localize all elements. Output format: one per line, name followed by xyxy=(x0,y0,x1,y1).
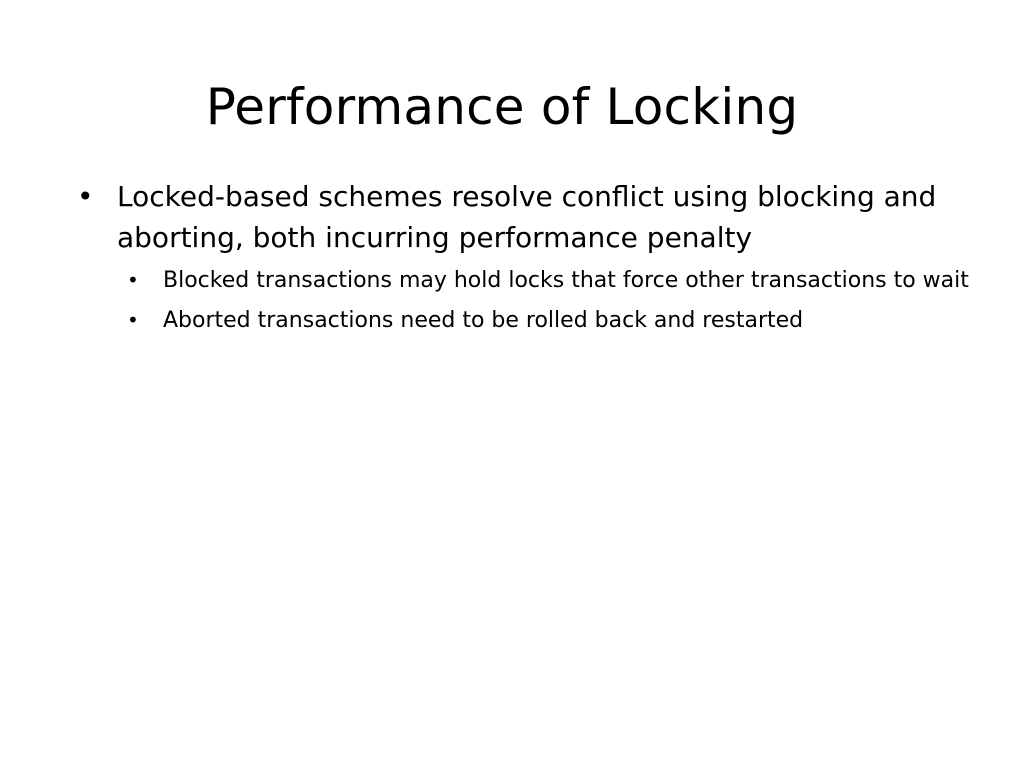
sub-bullet-text: Blocked transactions may hold locks that force other transactions to wait xyxy=(163,268,969,293)
bullet-dot-icon: • xyxy=(77,180,94,213)
slide-body xyxy=(77,176,977,344)
sub-bullet-list xyxy=(77,264,977,337)
slide-title: Performance of Locking xyxy=(205,78,799,136)
bullet-text: Locked-based schemes resolve conflict using blocking and aborting, both incurring performance penalty xyxy=(117,180,937,254)
sub-bullet-text: Aborted transactions need to be rolled back and restarted xyxy=(163,308,804,333)
sub-bullet-dot-icon: • xyxy=(127,308,139,332)
sub-bullet-dot-icon: • xyxy=(127,268,139,292)
sub-bullet-item xyxy=(77,264,977,297)
bullet-item xyxy=(77,176,977,258)
sub-bullet-item xyxy=(77,304,977,337)
